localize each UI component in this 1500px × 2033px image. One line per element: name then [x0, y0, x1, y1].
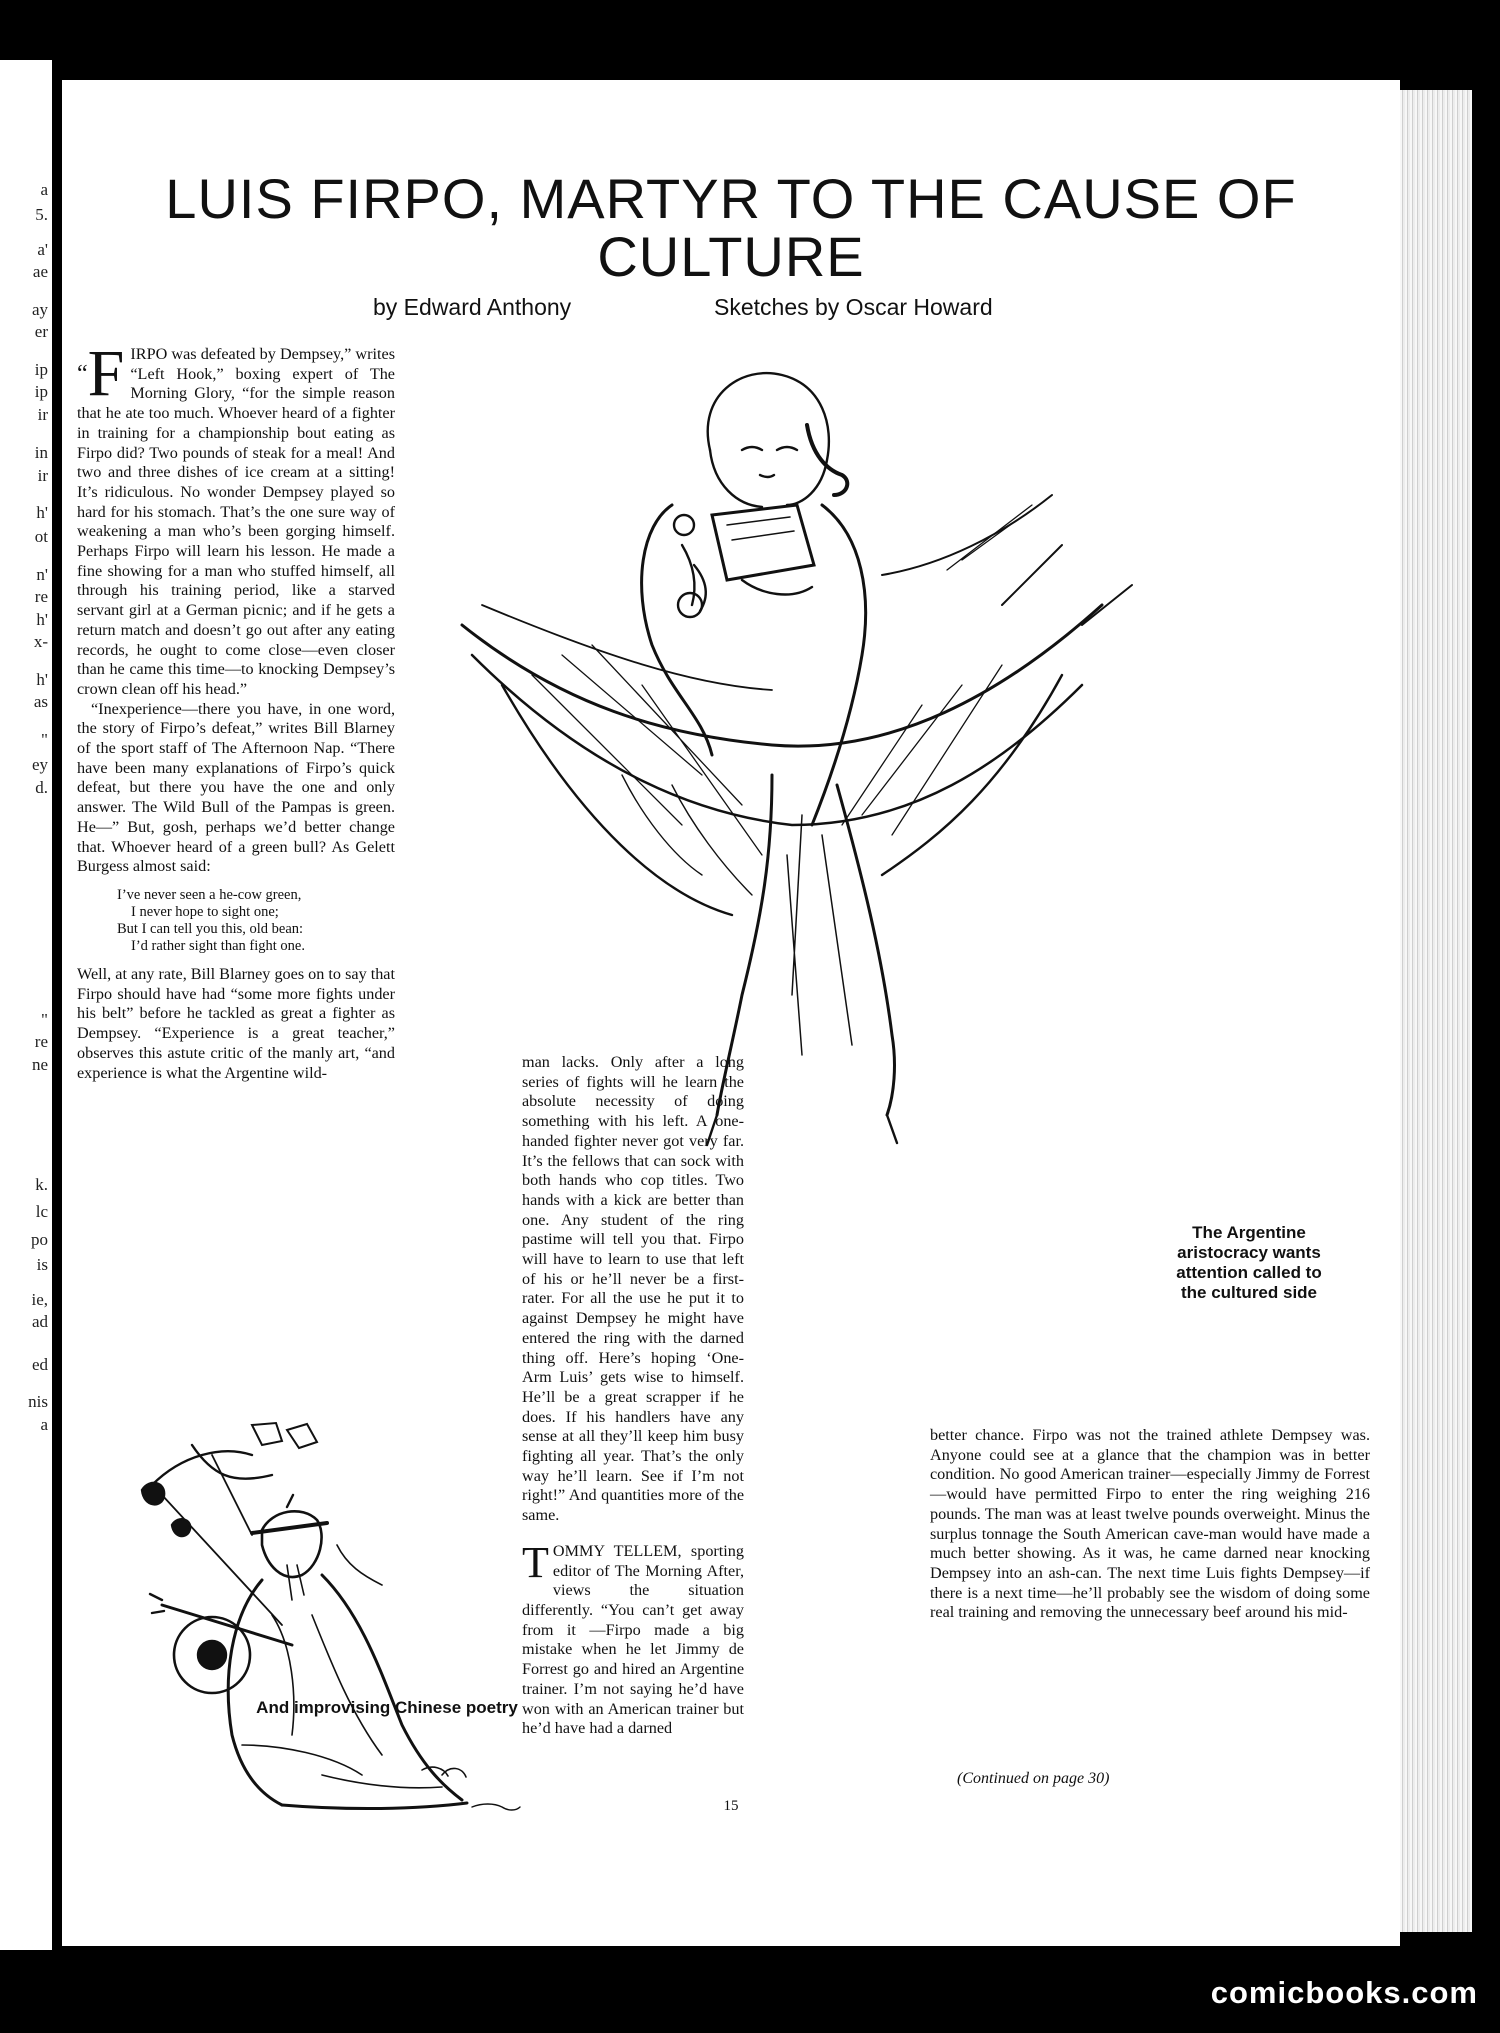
caption-line: aristocracy wants	[1177, 1243, 1321, 1262]
facing-page-text-fragment: ed	[31, 1355, 48, 1374]
caption-line: The Argentine	[1192, 1223, 1306, 1242]
caption-line: attention called to	[1176, 1263, 1322, 1282]
facing-page-text-fragment: ip	[34, 382, 48, 401]
magazine-page	[62, 80, 1400, 1946]
watermark: comicbooks.com	[1210, 1975, 1478, 2010]
facing-page-text-fragment: po	[31, 1230, 48, 1249]
book-page-edge	[1400, 90, 1472, 1932]
paragraph: Well, at any rate, Bill Blarney goes on to say that Firpo should have had “some more fights under his belt” before he tackled as great a fighter as Dempsey. “Experience is a great teacher,” observes this astute critic of the manly art, “and experience is what the Argentine wild-	[77, 964, 395, 1082]
facing-page-text-fragment: x-	[33, 632, 48, 651]
facing-page-text-fragment: ir	[37, 405, 48, 424]
facing-page-text-fragment: ad	[31, 1312, 48, 1331]
page-number: 15	[723, 1798, 739, 1814]
article-title: LUIS FIRPO, MARTYR TO THE CAUSE OF CULTURE	[165, 167, 1297, 288]
poem-line: I’ve never seen a he-cow green,	[117, 886, 302, 903]
facing-page-text-fragment: ay	[31, 300, 48, 319]
drop-cap: T	[522, 1537, 549, 1587]
drop-cap: “F	[77, 337, 125, 410]
facing-page-text-fragment: "	[41, 730, 48, 749]
paragraph: better chance. Firpo was not the trained athlete Dempsey was. Anyone could see at a glance that the champion was in better condition. No good American trainer—especially Jimmy de Forrest—would have permitted Firpo to enter the ring weighing 216 pounds. The man was at least twelve pounds overweight. Minus the surplus tonnage the South American cave-man would have made a much better showing. As it was, he came darned near knocking Dempsey into an ash-can. The next time Luis fights Dempsey—if there is a next time—he’ll probably see the wisdom of doing some real training and removing the unnecessary beef around his mid-	[930, 1426, 1370, 1622]
facing-page-text-fragment: a'	[37, 240, 48, 259]
facing-page-edge	[0, 60, 52, 1950]
poem-line: I never hope to sight one;	[131, 903, 279, 920]
caption-left: And improvising Chinese poetry	[256, 1698, 518, 1717]
facing-page-text-fragment: k.	[35, 1175, 48, 1194]
facing-page-text-fragment: ot	[34, 527, 48, 546]
caption-right	[1124, 1223, 1374, 1303]
paragraph: “Inexperience—there you have, in one word, the story of Firpo’s defeat,” writes Bill Blarney of the sport staff of The Afternoon Nap. “There have been many explanations of Firpo’s quick defeat, but there you have the one and only answer. The Wild Bull of the Pampas is green. He—” But, gosh, perhaps we’d better change that. Whoever heard of a green bull? As Gelett Burgess almost said:	[77, 699, 395, 876]
chinese-musician-sketch	[122, 1415, 542, 1835]
byline-author: by Edward Anthony	[373, 294, 572, 320]
facing-page-text-fragment: ey	[31, 755, 48, 774]
article-column-3	[930, 1426, 1370, 1623]
facing-page-text-fragment: h'	[36, 503, 48, 522]
facing-page-text-fragment: h'	[36, 610, 48, 629]
facing-page-text-fragment: re	[34, 1032, 48, 1051]
facing-page-text-fragment: lc	[35, 1202, 48, 1221]
facing-page-text-fragment: as	[33, 692, 48, 711]
facing-page-text-fragment: er	[34, 322, 48, 341]
facing-page-text-fragment: a	[40, 180, 48, 199]
continued-note: (Continued on page 30)	[957, 1770, 1110, 1787]
woman-reading-sketch	[442, 355, 1302, 1155]
poem-line: I’d rather sight than fight one.	[131, 937, 305, 954]
paragraph: man lacks. Only after a long series of fights will he learn the absolute necessity of doing something with his left. A one-handed fighter never got very far. It’s the fellows that can sock with both hands who cop titles. Two hands with a kick are better than one. Any student of the ring pastime will tell you that. Firpo will have to learn to use that left of his or he’ll never be a first-rater. For all the use he put it to against Dempsey he might have entered the ring with the darned thing off. Here’s hoping ‘One-Arm Luis’ gets wise to himself. He’ll be a great scrapper if he does. If his handlers have any sense at all they’ll keep him busy fighting all year. That’s the only way he’ll learn. See if I’m not right!” And quantities more of the same.	[522, 1053, 744, 1525]
facing-page-text-fragment: h'	[36, 670, 48, 689]
paragraph-text: OMMY TELLEM, sporting editor of The Morning After, views the situation differently. “You can’t get away from it —Firpo made a big mistake when he let Jimmy de Forrest go and hired an Argentine trainer. I’m not saying he’d have won with an American trainer but he’d have had a darned	[522, 1541, 744, 1738]
article-column-1	[77, 337, 395, 1083]
facing-page-text-fragment: ne	[31, 1055, 48, 1074]
facing-page-text-fragment: n'	[36, 565, 48, 584]
caption-line: the cultured side	[1180, 1283, 1318, 1302]
article-column-2	[522, 1053, 744, 1739]
facing-page-text-fragment: in	[34, 443, 48, 462]
facing-page-text-fragment: is	[36, 1255, 48, 1274]
facing-page-text-fragment: ir	[37, 466, 48, 485]
facing-page-text-fragment: ie,	[31, 1290, 48, 1309]
paragraph-text: IRPO was defeated by Dempsey,” writes “Left Hook,” boxing expert of The Morning Glory, “for the simple reason that he ate too much. Whoever heard of a fighter in training for a championship bout eating as Firpo did? Two pounds of steak for a meal! And two and three dishes of ice cream at a sitting! It’s ridiculous. No wonder Dempsey played so hard for his stomach. That’s the one sure way of weakening a man who’s been gorging himself. Perhaps Firpo will learn his lesson. He made a fine showing for a man who stuffed himself, all through his training period, like a starved servant girl at a German picnic; and if he gets a return match and doesn’t go out after any eating records, he ought to come close—even closer than he came this time—to knocking Dempsey’s crown clean off his head.”	[77, 345, 395, 698]
facing-page-text-fragment: 5.	[35, 205, 48, 224]
poem-line: But I can tell you this, old bean:	[117, 920, 304, 937]
facing-page-text-fragment: nis	[28, 1392, 48, 1411]
facing-page-text-fragment: ip	[34, 360, 48, 379]
facing-page-text-fragment: d.	[35, 778, 48, 797]
poem	[117, 887, 395, 955]
paragraph	[77, 337, 395, 700]
facing-page-text-fragment: ae	[32, 262, 48, 281]
byline-sketches: Sketches by Oscar Howard	[714, 294, 993, 320]
facing-page-text-fragment: a	[40, 1415, 48, 1434]
facing-page-text-fragment: re	[34, 587, 48, 606]
facing-page-text-fragment: "	[41, 1010, 48, 1029]
